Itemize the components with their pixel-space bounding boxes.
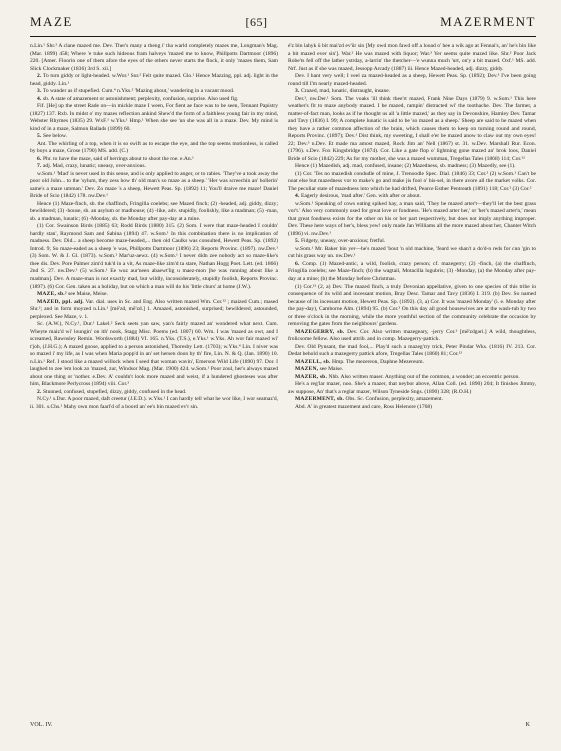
entry-text: w.Som.¹ Speaking of cows eating spiked hay, a man said, 'They be mazed arter't—they'll let the best grass vor't.' Also very commonly used for great love or fondness. 'He's mazed arter her,' or 'her's mazed arter'n,' mean that great fondness exists for the other on his or her part respectively, but does not imply anything improper. Dev. These here ways of her's, bless yew! only made Jan Williams all the more mazed about her, Chanter Witch (1896) vi. nw.Dev.¹ <box>288 200 536 237</box>
entry-text: Nhb. Also written maser. Anything out of the common, a wonder; an eccentric person. <box>328 373 520 380</box>
left-running-headword: MAZE <box>30 14 73 29</box>
headword: 4. <box>295 193 300 200</box>
entry-text: adj. Mad, crazy, lunatic; uneasy, over-anxious. <box>42 163 146 170</box>
entry-text: (1) Cor. Swainson Birds (1885) 63; Rodd Birds (1880) 315. (2) Som. I were that maze-headed I couldn' hardly stan', Raymond Sam and Sabina (1894) 47. w.Som.¹ In this combination there is no implication of madness. Dev. Did... a sheep become maze-headed,... then old Caulks was consulted, Hewett Peas. Sp. (1892) Introd. 9; So maze-eaded as a sheep 'e was, Phillpotts Dartmoor (1896) 23; Reports Provinc. (1897). nw.Dev.¹ (3) Som. W. & J. Gl. (1873). w.Som.¹ Mar'uz-aewz. (4) w.Som.¹ I never didn zee nobody act so maze-like's thee dis. Dev. Pore Palmer zim'd tuk'd in a vit, As maze-like zim'd ta stare, Nathan Hogg Poet. Lett. (ed. 1866) 2nd S. 27. nw.Dev.¹ (5) w.Som.¹ Ee wuz aur'neen abaewt'lig u maez-mon [he was running about like a madman]. Dev. A maze-man is not exactly mad, but wildly, inconsiderately, stupidly foolish, Reports Provinc. (1897). (6) Cor. Gen. taken as a holiday, but on which a man will do his 'little churs' at home (J.W.). <box>30 223 278 290</box>
entry-text: Comp. (1) Mazed-antic, a wild, foolish, crazy person; cf. mazegerry; (2) -finch, (a) the chaffinch, Fringilla coelebs; see Maze-finch; (b) the wagtail, Motacilla lugubris; (3) -Monday, (a) the Monday after pay-day at a mine; (b) the Monday before Christmas. <box>288 260 536 282</box>
dictionary-paragraph <box>288 88 536 96</box>
dictionary-paragraph <box>288 96 536 164</box>
entry-text: Obs. Sc. Confusion, perplexity, amazement. <box>345 396 443 403</box>
dictionary-paragraph <box>30 299 278 322</box>
entry-text: Phr. to have the maze, said of herrings about to shoot the roe. e.An.¹ <box>42 155 194 162</box>
right-running-headword: MAZERMENT <box>440 14 536 29</box>
entry-text: Dev. Cor. Also written mazegeary, -jerry Cor.² [mē'zdgəri.] A wild, thoughtless, frolicsome fellow. Also used attrib. and in comp. Mazegerry-pattick. <box>288 328 536 343</box>
dictionary-paragraph <box>30 201 278 224</box>
headword: MAZER, sb. <box>295 373 328 380</box>
dictionary-paragraph <box>30 171 278 201</box>
headword: 6. <box>37 155 42 162</box>
headword: 2. <box>37 73 42 80</box>
dictionary-paragraph <box>30 43 278 73</box>
entry-text: Sc. (A.W.), N.Cy.¹, Dur.¹ Lakel.² Seck seets yan saw, yan's fairly mazed an' wondered what next. Cum. Wheyte maiz'd wi' loungin' on ith' nook, Stagg Misc. Poems (ed. 1807) 60. Wm. I was 'mazed as owt, and I screamed, Rawnsley Remin. Wordsworth (1884) VI. 165. n.Yks. (T.S.), e.Yks.¹ w.Yks. Ah wor fair mazed wi' t'job, (J.H.G.); A mazed goose, applied to a person astonished, Thoresby Lett. (1703); w.Yks.⁴ Lin. I niver was so mazed i' my life, as I was when Maria popp'd in an' set hersen doon by th' fire, Lin. N. & Q. (Jan. 1890) 10. n.Lin.¹ Ref. I stood like a mazed willock when I seed that woman wavin', Emerson Wild Life (1890) 97. Dor. I laughed to zee 'em look zo 'mazed, zur, Windsor Mag. (Mar. 1900) 424. w.Som.¹ Poor zoul, her's always mazed about one thing or 'nother. e.Dev. A' couldn't look more mazed and weist, if a hundered ghosteses was after him, Blackmore Perlycross (1894) viii. Cor.² <box>30 321 278 388</box>
entry-text: To wander as if stupefied. Cum.⁴ n.Yks.² 'Mazing about,' wandering in a vacant mood. <box>42 88 235 95</box>
dictionary-paragraph <box>288 344 536 359</box>
dictionary-paragraph <box>288 261 536 284</box>
headword: 3. <box>295 88 300 95</box>
text-columns <box>30 43 536 729</box>
entry-text: N.Cy.¹ s.Dur. A poor mazed, daft creetur (J.E.D.). w.Yks.¹ I can hardly tell what he wor like, I wor seamaz'd, ii. 301. s.Chs.¹ Mahy own mon faarl'd of a boord an' ee's bin mazed ev'r sin. <box>30 396 278 410</box>
dictionary-paragraph <box>30 88 278 96</box>
dictionary-paragraph <box>288 201 536 239</box>
headword: 4. <box>37 95 42 102</box>
headword: MAZELL, sb. <box>295 358 331 365</box>
dictionary-paragraph <box>30 396 278 411</box>
entry-text: see Maise, Meise. <box>68 291 108 298</box>
entry-text: Var. dial. uses in Sc. and Eng. Also written mazed Wm. Cor.¹² ; maized Cum.; mased Shr.²; and in form moyzed n.Lin.¹ [mē'zd, mē'zd.] 1. Amazed, astonished, surprised; bewildered, astounded, perplexed. See Maze, v. 1. <box>30 298 278 320</box>
dictionary-paragraph <box>288 329 536 344</box>
right-column <box>288 43 536 729</box>
dictionary-paragraph <box>288 238 536 246</box>
dictionary-paragraph <box>30 156 278 164</box>
headword: 7. <box>37 163 42 170</box>
entry-text: Der.², nw.Der.¹ Som. The voaks 'ill think thee'rt mazed, Frank Nine Days (1879) 9. w.Som.¹ This here weather's fit to maze anybody mazed. I be mazed, rampin' distracted wi' the toothache. Dev. The farmer, a matter-of-fact man, looks as if he thought us all 'a little mazed,' as they say in Devonshire, Hamley Dev. Tamar and Tavy (1836) I. 99; A complete lunatic is said to be 'so mazed as a sheep.' Sheep are said to be mazed when they have a rather common affection of the brain, which causes them to keep on turning round and round, Reports Provinc. (1897); Dev.¹ Dist think, my sweeting, I shall e'er be mazed anow to claw out my own eyes! 22; Dev.³ n.Dev. Et made ma amost mazed, Rock Jim an' Nell (1867) st. 31. w.Dev. Marshall Rur. Econ. (1796). s.Dev. Fox Kingsbridge (1874). Cor. Like a gate flop o' lightning gone mazed an' brok loos, Daniel Bride of Scio (1842) 229; As for my mother, she was a mazed wumman, Tregellas Tales (1868) 114; Cor.¹² <box>288 95 536 162</box>
entry-text: See below. <box>42 133 67 140</box>
headword: MAZED, ppl. adj. <box>37 298 84 305</box>
dictionary-paragraph <box>30 141 278 156</box>
headword: 3. <box>37 88 42 95</box>
entry-text: w.Som.¹ 'Mad' is never used in this sense, and is only applied to anger, or to rabies. 'They've a took away the poor old John... to the 'sylum, they zess how th' old man's so maze as a sheep.' 'Her was screechin an' hollerin' same's a maze umman.' Dev. Zo maze 's a sheep, Hewett Peas. Sp. (1892) 11; You'll draive me maze! Daniel Bride of Scio (1842) 178. nw.Dev.¹ <box>30 170 278 200</box>
dictionary-paragraph <box>30 103 278 133</box>
entry-text: Eagerly desirous, 'mad after.' Gen. with after or about. <box>300 193 421 200</box>
headword: MAZE, sb.² <box>37 291 67 298</box>
signature-mark: K <box>525 722 530 728</box>
entry-text: Dev. Old Pynsant, the mad fool,... Play'd such a mazeg'rry trick, Peter Pindar Wks. (1816) IV. 213. Cor. Dedat behold such a mazegerry pattick afore, Tregellas Tales (1860) 81; Cor.¹² <box>288 343 536 358</box>
entry-text: Hence (1) Mazedish, adj. mad, confused, insane; (2) Mazedness, sb. madness; (3) Mazedly, see (1). <box>295 163 516 170</box>
entry-text: He's a reg'lar mazer, noo. She's a mazer, that neybor above, Allan Coll. (ed. 1890) 204; It finishes Jimmy, aw suppose, An' that's a reglar mazer, Wilson Tyneside Sngs. (1890) 328; (R.O.H.) <box>288 381 536 395</box>
page-footer <box>30 722 536 728</box>
left-column <box>30 43 278 729</box>
headword: MAZERMENT, sb. <box>295 396 345 403</box>
dictionary-paragraph <box>288 171 536 194</box>
dictionary-paragraph <box>288 246 536 261</box>
entry-text: n.Lin.¹ Shr.² A clane mazed me. Dev. Ther's many a theng i' tha warld completely mazes me, Longman's Mag. (Mar. 1899) 458; Where 'e tuke such hideous fram halveys 'mazed me to know, Phillpotts Dartmoor (1896) 220. [Amer. Floorin one of them afore the eyes of the others never starts the flock, it only 'mazes them, Sam Slick Clockmaker (1836) 3rd S. xii.] <box>30 43 278 72</box>
dictionary-paragraph <box>30 321 278 389</box>
dictionary-paragraph <box>288 193 536 201</box>
dictionary-paragraph <box>30 291 278 299</box>
headword: 2. <box>37 388 42 395</box>
volume-label: VOL. IV. <box>30 722 53 728</box>
entry-text: (1) Cor. 'Tes no mazedish condudle of mine, J. Trenoodle Spec. Dial. (1846) 33; Cor.² (2) w.Som.¹ Can't be noat else but mazedness vor to make's go and make jis fool o' his-sel, in there avore all the market volks. Cor. The peculiar state of mazedness into which he had drifted, Pearce Esther Pentreath (1891) 118; Cor.² (3) Cor.² <box>288 170 536 192</box>
dictionary-paragraph <box>288 43 536 73</box>
entry-text: Abd. A' in greatest mazement and care, Ross Helenore (1768) <box>295 403 433 410</box>
dictionary-paragraph <box>288 359 536 367</box>
dictionary-paragraph <box>288 366 536 374</box>
page-header <box>30 14 536 37</box>
entry-text: see Maise. <box>319 366 344 373</box>
dictionary-paragraph <box>30 73 278 88</box>
page-number: [65] <box>245 15 268 29</box>
entry-text: Fidgety, uneasy, over-anxious; fretful. <box>300 238 386 245</box>
entry-text: Stunned, confused, stupefied, dizzy, giddy, confused in the head. <box>42 388 187 395</box>
entry-text: sb. A state of amazement or astonishment; perplexity, confusion, surprise. Also used fig. <box>42 95 239 102</box>
entry-text: Hmp. The mezereon, Daphne Mezereum. <box>332 358 424 365</box>
dictionary-paragraph <box>288 284 536 329</box>
entry-text: w.Som.¹ Mr. Baker bin yer—he's mazed 'bout 'n old machine, 'feard we shan't a do'd-n reds for cun 'gin to cut his grass way un. nw.Dev.¹ <box>288 245 536 260</box>
dictionary-paragraph <box>30 163 278 171</box>
entry-text: Ant. The whirling of a top, when it is so swift as to escape the eye, and the top seems motionless, is called by boys a maze, Grose (1790) MS. add. (C.) <box>30 140 278 155</box>
entry-text: Crazed, mad, lunatic, distraught, insane. <box>300 88 391 95</box>
dictionary-paragraph <box>288 396 536 404</box>
headword: 5. <box>295 238 300 245</box>
entry-text: To turn giddy or light-headed. w.Wor.¹ Sur.² Felt quite mazed. Glo.¹ Hence Mazzing, ppl. adj. light in the head, giddy. Lin.¹ <box>30 73 278 87</box>
entry-text: Hence (1) Maze-finch, sb. the chaffinch, Fringilla coelebs; see Mazed finch; (2) -headed, adj. giddy, dizzy; bewildered; (3) -house, sb. an asylum or madhouse; (4) -like, adv. stupidly, foolishly, like a madman; (5) -man, sb. a madman, lunatic; (6) -Monday, sb. the Monday after pay-day at a mine. <box>30 200 278 222</box>
entry-text: (1) Cor.¹² (2, a) Dev. The mazed finch, a truly Devonian appellative, given to one species of this tribe in consequence of its wild and incessant motion, Bray Desc. Tamar and Tavy (1836) I. 319. (b) Dev. So named because of its incessant motion, Hewett Peas. Sp. (1892). (3, a) Cor. It was 'mazed Monday' (i. e. Monday after the pay-day), Camborne Alm. (1894) 95. (b) Cor.³ On this day all good housewives are at the wash-tub by two or three o'clock in the morning, while the more youthful section of the community celebrate the occasion by removing the gates from the neighbours' gardens. <box>288 283 536 328</box>
dictionary-paragraph <box>288 404 536 412</box>
headword: 6. <box>295 260 300 267</box>
headword: MAZEGERRY, sb. <box>295 328 345 335</box>
dictionary-paragraph <box>30 223 278 291</box>
dictionary-paragraph <box>288 163 536 171</box>
headword: MAZEN, <box>295 366 319 373</box>
entry-text: é'z bin lahyk ü bit mai'zd ev'ür sin [My owd mon fawd off a looad o' hee a wik ago at Fennai's, an' he's bin like a bit mazed ever sin']. War.² He was mazed with liquor; War.³ Yer seems quite mazed like. Shr.² Poor Jack Robe'ts fell off the lather ystrday, a-larrin' the thetcher—'e wunna much 'urt, on'y a bit mazed. Oxf.¹ MS. add. Nrf. Just as if she was mazed, Jessopp Arcady (1887) iii. Hence Mazed-headed, adj. dizzy, giddy. <box>288 43 536 72</box>
dictionary-paragraph <box>30 96 278 104</box>
dictionary-paragraph <box>30 133 278 141</box>
dictionary-paragraph <box>288 73 536 88</box>
dictionary-paragraph <box>288 381 536 396</box>
entry-text: Fif. [He] up the street Rade on—in mickle maze I ween, For fient ae face was to be seen, Tennant Papistry (1827) 137. Rxb. In midst o' my mazes reflection ankind Shew'd the form of a faithless young fair in my mind, Webster Rhymes (1835) 29. WxF.¹ w.Yks.¹ Hmp.¹ When she see 'un she was all in a maze. Dev. My mind is kind of in a maze, Salmon Ballads (1899) 60. <box>30 103 278 132</box>
dictionary-page <box>30 14 536 739</box>
headword: 5. <box>37 133 42 140</box>
entry-text: Dev. I bant very well; I veel za mazed-headed as a sheep, Hewett Peas. Sp. (1892); Dev.³ I've been going round till I'm nearly mazed-headed. <box>288 73 536 87</box>
